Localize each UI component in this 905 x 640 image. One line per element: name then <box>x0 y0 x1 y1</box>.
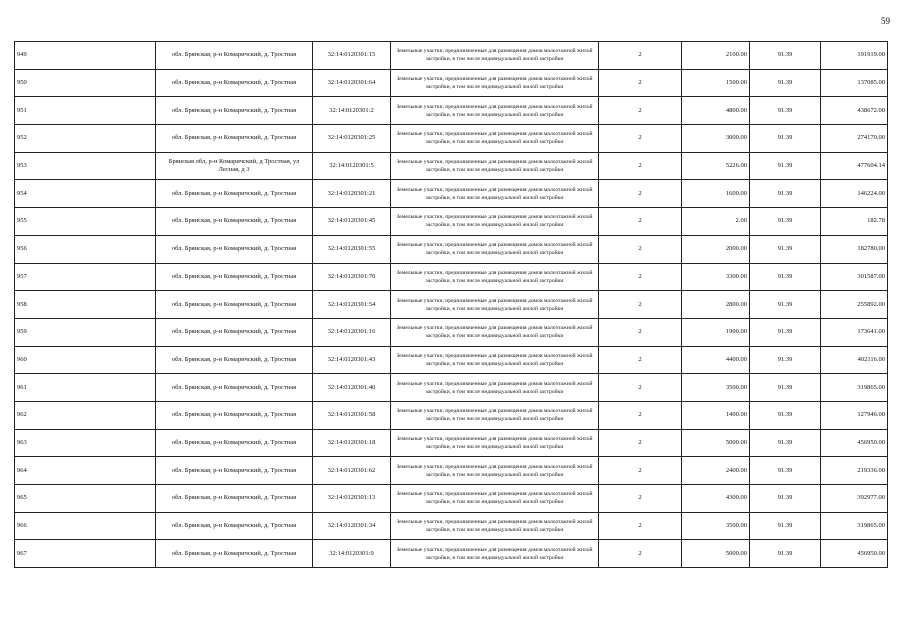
cadastral-value-cell: 456950.00 <box>821 429 888 457</box>
category-cell: 2 <box>599 125 682 153</box>
row-number: 960 <box>15 346 156 374</box>
address-cell: обл. Брянская, р-н Комаричский, д. Тростная <box>156 457 313 485</box>
address-cell: обл. Брянская, р-н Комаричский, д. Тростная <box>156 263 313 291</box>
land-use-cell: Земельные участки, предназначенные для размещения домов малоэтажной жилой застройки, в том числе индивидуальной жилой застройки <box>391 346 599 374</box>
table-row <box>15 152 888 180</box>
land-use-cell: Земельные участки, предназначенные для размещения домов малоэтажной жилой застройки, в том числе индивидуальной жилой застройки <box>391 263 599 291</box>
row-number: 956 <box>15 235 156 263</box>
cadastral-number-cell: 32:14:0120301:18 <box>313 429 391 457</box>
cadastral-number-cell: 32:14:0120301:13 <box>313 485 391 513</box>
rate-cell: 91.39 <box>750 318 821 346</box>
land-use-cell: Земельные участки, предназначенные для размещения домов малоэтажной жилой застройки, в том числе индивидуальной жилой застройки <box>391 512 599 540</box>
table-body <box>15 42 888 568</box>
cadastral-number-cell: 32:14:0120301:15 <box>313 42 391 70</box>
category-cell: 2 <box>599 263 682 291</box>
land-use-cell: Земельные участки, предназначенные для размещения домов малоэтажной жилой застройки, в том числе индивидуальной жилой застройки <box>391 97 599 125</box>
row-number: 958 <box>15 291 156 319</box>
area-cell: 4800.00 <box>682 97 750 125</box>
category-cell: 2 <box>599 346 682 374</box>
row-number: 952 <box>15 125 156 153</box>
cadastral-number-cell: 32:14:0120301:16 <box>313 318 391 346</box>
address-cell: обл. Брянская, р-н Комаричский, д. Тростная <box>156 125 313 153</box>
category-cell: 2 <box>599 180 682 208</box>
cadastral-number-cell: 32:14:0120301:62 <box>313 457 391 485</box>
cadastral-value-cell: 319865.00 <box>821 512 888 540</box>
cadastral-value-cell: 182780.00 <box>821 235 888 263</box>
land-use-cell: Земельные участки, предназначенные для размещения домов малоэтажной жилой застройки, в том числе индивидуальной жилой застройки <box>391 125 599 153</box>
row-number: 957 <box>15 263 156 291</box>
cadastral-number-cell: 32:14:0120301:64 <box>313 69 391 97</box>
cadastral-value-cell: 392977.00 <box>821 485 888 513</box>
area-cell: 1600.00 <box>682 180 750 208</box>
category-cell: 2 <box>599 69 682 97</box>
table-row <box>15 291 888 319</box>
rate-cell: 91.39 <box>750 457 821 485</box>
cadastral-number-cell: 32:14:0120301:45 <box>313 208 391 236</box>
category-cell: 2 <box>599 152 682 180</box>
cadastral-number-cell: 32:14:0120301:5 <box>313 152 391 180</box>
row-number: 963 <box>15 429 156 457</box>
cadastral-number-cell: 32:14:0120301:40 <box>313 374 391 402</box>
cadastral-number-cell: 32:14:0120301:58 <box>313 401 391 429</box>
cadastral-value-cell: 191919.00 <box>821 42 888 70</box>
row-number: 953 <box>15 152 156 180</box>
land-use-cell: Земельные участки, предназначенные для размещения домов малоэтажной жилой застройки, в том числе индивидуальной жилой застройки <box>391 457 599 485</box>
category-cell: 2 <box>599 485 682 513</box>
area-cell: 1400.00 <box>682 401 750 429</box>
category-cell: 2 <box>599 291 682 319</box>
land-use-cell: Земельные участки, предназначенные для размещения домов малоэтажной жилой застройки, в том числе индивидуальной жилой застройки <box>391 42 599 70</box>
row-number: 966 <box>15 512 156 540</box>
cadastral-value-cell: 219336.00 <box>821 457 888 485</box>
cadastral-value-cell: 182.78 <box>821 208 888 236</box>
land-use-cell: Земельные участки, предназначенные для размещения домов малоэтажной жилой застройки, в том числе индивидуальной жилой застройки <box>391 485 599 513</box>
address-cell: обл. Брянская, р-н Комаричский, д. Тростная <box>156 235 313 263</box>
cadastral-value-cell: 173641.00 <box>821 318 888 346</box>
area-cell: 5000.00 <box>682 429 750 457</box>
cadastral-value-cell: 301587.00 <box>821 263 888 291</box>
table-row <box>15 318 888 346</box>
category-cell: 2 <box>599 374 682 402</box>
cadastral-value-cell: 477604.14 <box>821 152 888 180</box>
land-use-cell: Земельные участки, предназначенные для размещения домов малоэтажной жилой застройки, в том числе индивидуальной жилой застройки <box>391 208 599 236</box>
table-row <box>15 374 888 402</box>
rate-cell: 91.39 <box>750 485 821 513</box>
row-number: 954 <box>15 180 156 208</box>
rate-cell: 91.39 <box>750 540 821 568</box>
address-cell: обл. Брянская, р-н Комаричский, д. Тростная <box>156 42 313 70</box>
table-row <box>15 512 888 540</box>
address-cell: Брянская обл, р-н Комаричский, д Тростная, ул Лесная, д 3 <box>156 152 313 180</box>
category-cell: 2 <box>599 42 682 70</box>
cadastral-value-cell: 402116.00 <box>821 346 888 374</box>
cadastral-value-cell: 456950.00 <box>821 540 888 568</box>
cadastral-value-cell: 274170.00 <box>821 125 888 153</box>
row-number: 949 <box>15 42 156 70</box>
cadastral-number-cell: 32:14:0120301:55 <box>313 235 391 263</box>
table-row <box>15 346 888 374</box>
land-use-cell: Земельные участки, предназначенные для размещения домов малоэтажной жилой застройки, в том числе индивидуальной жилой застройки <box>391 291 599 319</box>
table-row <box>15 97 888 125</box>
area-cell: 2800.00 <box>682 291 750 319</box>
row-number: 962 <box>15 401 156 429</box>
table-row <box>15 208 888 236</box>
cadastral-value-cell: 255892.00 <box>821 291 888 319</box>
rate-cell: 91.39 <box>750 152 821 180</box>
address-cell: обл. Брянская, р-н Комаричский, д. Тростная <box>156 374 313 402</box>
address-cell: обл. Брянская, р-н Комаричский, д. Тростная <box>156 69 313 97</box>
table-row <box>15 485 888 513</box>
cadastral-value-cell: 137085.00 <box>821 69 888 97</box>
land-use-cell: Земельные участки, предназначенные для размещения домов малоэтажной жилой застройки, в том числе индивидуальной жилой застройки <box>391 152 599 180</box>
rate-cell: 91.39 <box>750 346 821 374</box>
rate-cell: 91.39 <box>750 97 821 125</box>
table-row <box>15 401 888 429</box>
rate-cell: 91.39 <box>750 291 821 319</box>
address-cell: обл. Брянская, р-н Комаричский, д. Тростная <box>156 346 313 374</box>
address-cell: обл. Брянская, р-н Комаричский, д. Тростная <box>156 512 313 540</box>
row-number: 961 <box>15 374 156 402</box>
cadastral-number-cell: 32:14:0120301:21 <box>313 180 391 208</box>
cadastral-value-cell: 319865.00 <box>821 374 888 402</box>
table-row <box>15 429 888 457</box>
area-cell: 4400.00 <box>682 346 750 374</box>
row-number: 959 <box>15 318 156 346</box>
row-number: 951 <box>15 97 156 125</box>
table-row <box>15 69 888 97</box>
rate-cell: 91.39 <box>750 263 821 291</box>
category-cell: 2 <box>599 540 682 568</box>
table-row <box>15 180 888 208</box>
area-cell: 2400.00 <box>682 457 750 485</box>
land-use-cell: Земельные участки, предназначенные для размещения домов малоэтажной жилой застройки, в том числе индивидуальной жилой застройки <box>391 69 599 97</box>
rate-cell: 91.39 <box>750 512 821 540</box>
address-cell: обл. Брянская, р-н Комаричский, д. Тростная <box>156 540 313 568</box>
rate-cell: 91.39 <box>750 235 821 263</box>
rate-cell: 91.39 <box>750 69 821 97</box>
rate-cell: 91.39 <box>750 401 821 429</box>
area-cell: 2000.00 <box>682 235 750 263</box>
address-cell: обл. Брянская, р-н Комаричский, д. Тростная <box>156 429 313 457</box>
land-use-cell: Земельные участки, предназначенные для размещения домов малоэтажной жилой застройки, в том числе индивидуальной жилой застройки <box>391 540 599 568</box>
area-cell: 1500.00 <box>682 69 750 97</box>
land-use-cell: Земельные участки, предназначенные для размещения домов малоэтажной жилой застройки, в том числе индивидуальной жилой застройки <box>391 374 599 402</box>
land-use-cell: Земельные участки, предназначенные для размещения домов малоэтажной жилой застройки, в том числе индивидуальной жилой застройки <box>391 235 599 263</box>
area-cell: 1900.00 <box>682 318 750 346</box>
row-number: 967 <box>15 540 156 568</box>
cadastral-number-cell: 32:14:0120301:70 <box>313 263 391 291</box>
cadastral-number-cell: 32:14:0120301:34 <box>313 512 391 540</box>
row-number: 950 <box>15 69 156 97</box>
area-cell: 3300.00 <box>682 263 750 291</box>
area-cell: 2.00 <box>682 208 750 236</box>
row-number: 964 <box>15 457 156 485</box>
area-cell: 5226.00 <box>682 152 750 180</box>
page-number: 59 <box>881 16 890 26</box>
table-row <box>15 42 888 70</box>
area-cell: 2100.00 <box>682 42 750 70</box>
cadastral-number-cell: 32:14:0120301:2 <box>313 97 391 125</box>
table-row <box>15 235 888 263</box>
address-cell: обл. Брянская, р-н Комаричский, д. Тростная <box>156 485 313 513</box>
address-cell: обл. Брянская, р-н Комаричский, д. Тростная <box>156 180 313 208</box>
area-cell: 4300.00 <box>682 485 750 513</box>
category-cell: 2 <box>599 401 682 429</box>
land-use-cell: Земельные участки, предназначенные для размещения домов малоэтажной жилой застройки, в том числе индивидуальной жилой застройки <box>391 318 599 346</box>
cadastral-value-cell: 146224.00 <box>821 180 888 208</box>
area-cell: 3000.00 <box>682 125 750 153</box>
address-cell: обл. Брянская, р-н Комаричский, д. Тростная <box>156 318 313 346</box>
land-use-cell: Земельные участки, предназначенные для размещения домов малоэтажной жилой застройки, в том числе индивидуальной жилой застройки <box>391 401 599 429</box>
category-cell: 2 <box>599 512 682 540</box>
address-cell: обл. Брянская, р-н Комаричский, д. Тростная <box>156 291 313 319</box>
cadastral-number-cell: 32:14:0120301:54 <box>313 291 391 319</box>
cadastral-number-cell: 32:14:0120301:9 <box>313 540 391 568</box>
table-row <box>15 457 888 485</box>
row-number: 955 <box>15 208 156 236</box>
address-cell: обл. Брянская, р-н Комаричский, д. Тростная <box>156 208 313 236</box>
rate-cell: 91.39 <box>750 42 821 70</box>
area-cell: 3500.00 <box>682 512 750 540</box>
cadastral-number-cell: 32:14:0120301:25 <box>313 125 391 153</box>
cadastral-value-cell: 438672.00 <box>821 97 888 125</box>
rate-cell: 91.39 <box>750 374 821 402</box>
row-number: 965 <box>15 485 156 513</box>
category-cell: 2 <box>599 429 682 457</box>
rate-cell: 91.39 <box>750 208 821 236</box>
land-use-cell: Земельные участки, предназначенные для размещения домов малоэтажной жилой застройки, в том числе индивидуальной жилой застройки <box>391 429 599 457</box>
table-row <box>15 540 888 568</box>
table-row <box>15 125 888 153</box>
rate-cell: 91.39 <box>750 125 821 153</box>
area-cell: 5000.00 <box>682 540 750 568</box>
cadastral-value-cell: 127946.00 <box>821 401 888 429</box>
category-cell: 2 <box>599 235 682 263</box>
rate-cell: 91.39 <box>750 180 821 208</box>
rate-cell: 91.39 <box>750 429 821 457</box>
category-cell: 2 <box>599 457 682 485</box>
land-use-cell: Земельные участки, предназначенные для размещения домов малоэтажной жилой застройки, в том числе индивидуальной жилой застройки <box>391 180 599 208</box>
category-cell: 2 <box>599 97 682 125</box>
land-registry-table <box>14 41 888 568</box>
cadastral-number-cell: 32:14:0120301:43 <box>313 346 391 374</box>
category-cell: 2 <box>599 318 682 346</box>
address-cell: обл. Брянская, р-н Комаричский, д. Тростная <box>156 97 313 125</box>
category-cell: 2 <box>599 208 682 236</box>
table-row <box>15 263 888 291</box>
area-cell: 3500.00 <box>682 374 750 402</box>
address-cell: обл. Брянская, р-н Комаричский, д. Тростная <box>156 401 313 429</box>
